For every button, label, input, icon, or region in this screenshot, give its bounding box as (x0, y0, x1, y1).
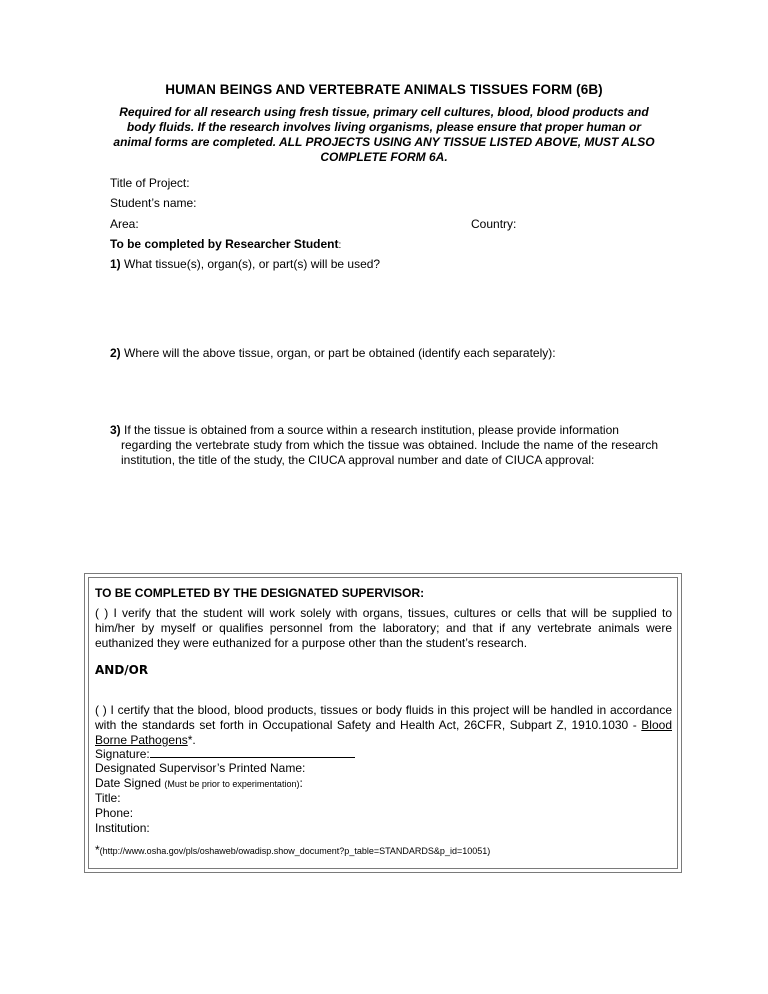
footnote (95, 843, 672, 859)
date-signed-label: Date Signed (95, 776, 162, 790)
signature-label: Signature: (95, 747, 150, 761)
certify-text: ( ) I certify that the blood, blood products, tissues or body fluids in this project will be handled in accordance with the standards set forth in Occupational Safety and Health Act, 26CFR, Subpart Z, 1910.1030 - (95, 703, 672, 732)
researcher-heading-text: To be completed by Researcher Student (110, 237, 339, 251)
question-1 (110, 257, 658, 272)
researcher-heading (110, 237, 341, 251)
blood-borne-pathogens-link[interactable]: Blood Borne Pathogens (95, 718, 672, 747)
question-3 (110, 423, 658, 468)
signature-row (95, 746, 672, 762)
supervisor-heading: TO BE COMPLETED BY THE DESIGNATED SUPERVISOR: (95, 586, 425, 600)
phone-label: Phone: (95, 806, 134, 820)
question-1-text: What tissue(s), organ(s), or part(s) will be used? (120, 257, 381, 271)
question-3-text-first: If the tissue is obtained from a source within a research institution, please provide information (120, 423, 619, 437)
question-3-text-rest: regarding the vertebrate study from which the tissue was obtained. Include the name of the research institution, the title of the study, the CIUCA approval number and date of CIUCA approval: (121, 438, 658, 467)
date-signed-colon: : (299, 776, 303, 790)
question-2-text: Where will the above tissue, organ, or part be obtained (identify each separately): (120, 346, 556, 360)
certify-end: *. (187, 733, 196, 747)
form-intro: Required for all research using fresh tissue, primary cell cultures, blood, blood products and body fluids. If the research involves living organisms, please ensure that proper human or animal forms are completed. ALL PROJECTS USING ANY TISSUE LISTED ABOVE, MUST ALSO COMPLETE FORM 6A. (113, 105, 655, 164)
area-label: Area: (110, 217, 139, 231)
supervisor-verify-statement: ( ) I verify that the student will work solely with organs, tissues, cultures or cells that will be supplied to him/her by myself or qualifies personnel from the laboratory; and that if any vertebrate animals were euthanized they were euthanized for a purpose other than the student’s research. (95, 606, 672, 650)
supervisor-certify-statement (95, 703, 672, 748)
footnote-url: (http://www.osha.gov/pls/oshaweb/owadisp.show_document?p_table=STANDARDS&p_id=10051) (99, 846, 491, 856)
student-name-label: Student’s name: (110, 196, 197, 210)
date-signed-row (95, 776, 672, 792)
date-signed-note: (Must be prior to experimentation) (164, 779, 300, 789)
andor-label: AND/OR (95, 663, 149, 677)
country-label: Country: (471, 217, 517, 231)
footnote-star: * (95, 843, 100, 857)
supervisor-title-label: Title: (95, 791, 121, 805)
signature-line[interactable] (150, 746, 355, 758)
project-title-label: Title of Project: (110, 176, 190, 190)
question-1-number: 1) (110, 257, 121, 271)
researcher-heading-colon: : (338, 240, 342, 251)
institution-label: Institution: (95, 821, 150, 835)
printed-name-label: Designated Supervisor’s Printed Name: (95, 761, 306, 775)
question-3-number: 3) (110, 423, 121, 437)
form-title: HUMAN BEINGS AND VERTEBRATE ANIMALS TISSUES FORM (6B) (165, 82, 603, 97)
question-2 (110, 346, 658, 361)
question-2-number: 2) (110, 346, 121, 360)
